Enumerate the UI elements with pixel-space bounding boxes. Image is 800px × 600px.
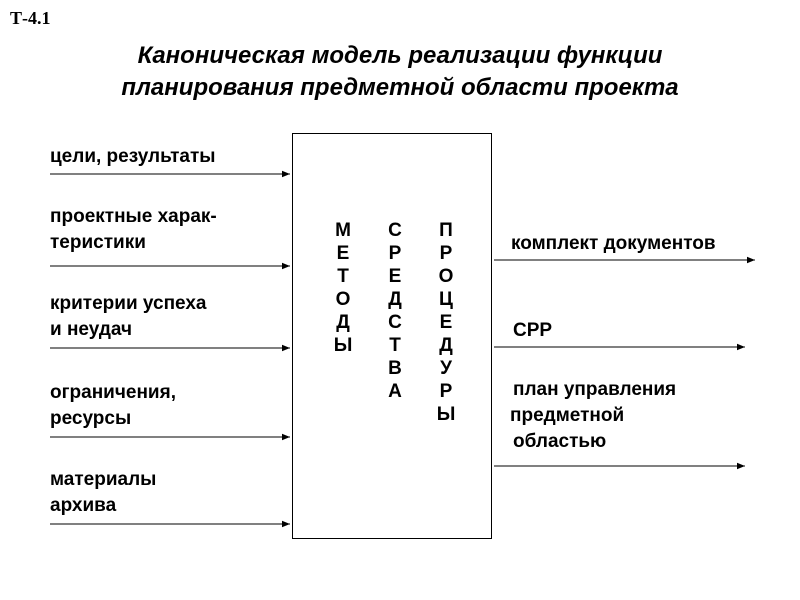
input-label-characteristics: проектные харак- теристики: [50, 206, 217, 253]
title-line-2: планирования предметной области проекта: [121, 74, 679, 101]
input-label-archive: материалы архива: [50, 469, 157, 516]
title-line-1: Каноническая модель реализации функции: [137, 42, 663, 69]
mechanism-methods: М Е Т О Д Ы: [333, 220, 353, 356]
output-label-documents: комплект документов: [511, 233, 716, 254]
input-label-criteria: критерии успеха и неудач: [50, 293, 207, 340]
input-label-goals: цели, результаты: [50, 146, 216, 167]
input-label-constraints: ограничения, ресурсы: [50, 382, 176, 429]
output-label-scope-plan: план управления предметной областью: [510, 379, 677, 452]
slide-id: Т-4.1: [10, 8, 51, 28]
mechanism-procedures: П Р О Ц Е Д У Р Ы: [436, 220, 456, 425]
mechanism-tools: С Р Е Д С Т В А: [388, 220, 402, 402]
output-label-wbs: СРР: [513, 320, 553, 341]
